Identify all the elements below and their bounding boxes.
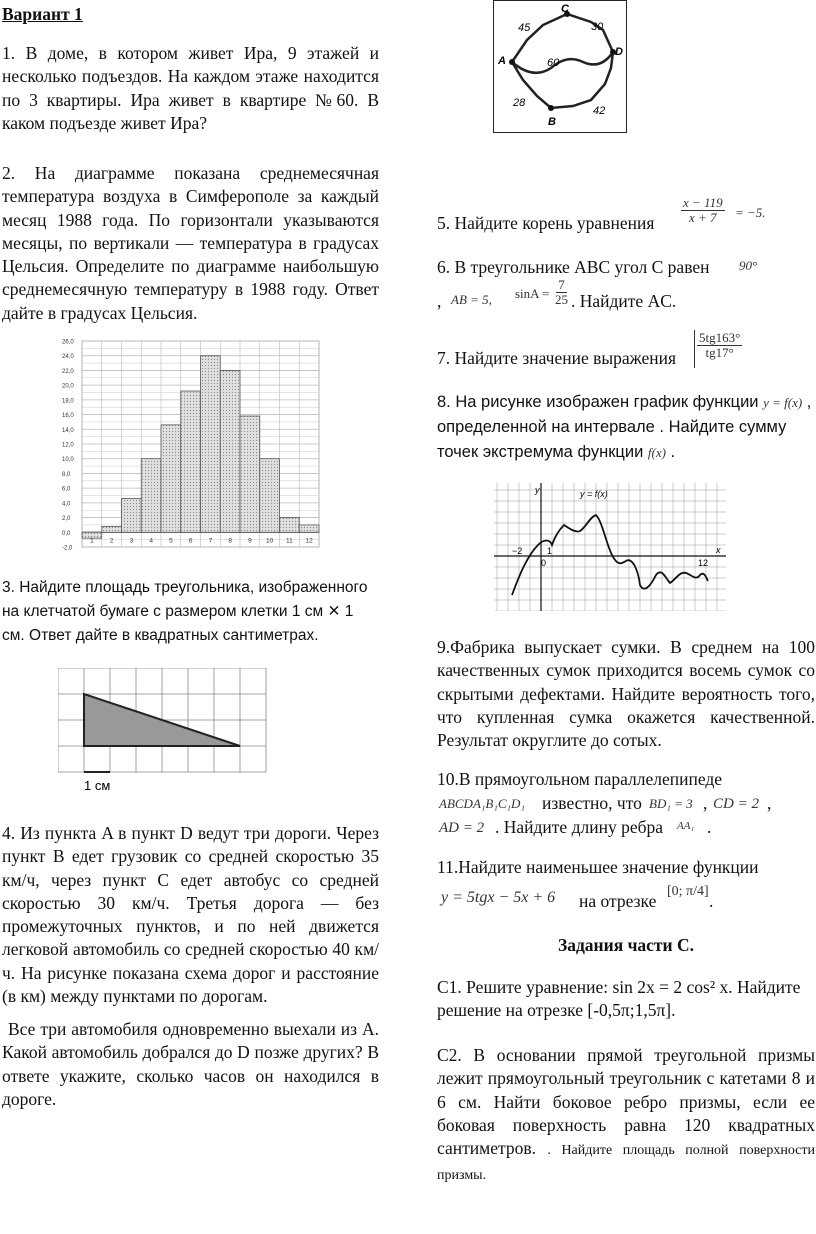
task-8: 8. На рисунке изображен график функции y = f(x) , определенной на интервале . Найдите сумму точек экстремума функции f(x) .	[437, 393, 812, 461]
x-tick-label: 3	[129, 537, 134, 545]
task-10: 10.В прямоугольном параллелепипеде ABCDA₁B₁C₁D₁ известно, что BD₁ = 3 , CD = 2 , AD = 2 . Найдите длину ребра AA₁ .	[437, 768, 815, 838]
distance-ac: 45	[518, 22, 531, 34]
task-2: 2. На диаграмме показана среднемесячная температура воздуха в Симферополе за каждый месяц 1988 года. По горизонтали указываются месяцы, по вертикали — температура в градусах Цельсия. Определите по диаграмме наибольшую среднемесячную температуру в 1988 году. Ответ дайте в градусах Цельсия.	[2, 163, 379, 323]
y-tick-label: 16,0	[62, 413, 74, 420]
bar-3	[122, 498, 142, 532]
y-tick-label: 26,0	[62, 339, 74, 346]
distance-ab: 28	[513, 97, 526, 109]
bar-12	[299, 525, 319, 532]
function-graph	[494, 483, 726, 611]
task-1: 1. В доме, в котором живет Ира, 9 этажей и несколько подъездов. На каждом этаже находится по 3 квартиры. Ира живет в квартире №60. В каком подъезде живет Ира?	[2, 43, 379, 133]
task-5-rhs: = −5.	[735, 205, 766, 220]
temperature-chart	[60, 337, 322, 553]
y-tick-label: 18,0	[62, 398, 74, 405]
point-a-label: A	[498, 55, 506, 67]
task-11-text-a: 11.Найдите наименьшее значение функции	[437, 857, 759, 877]
y-tick-label: -2,0	[62, 545, 73, 552]
task-6-ab: AB = 5,	[451, 292, 492, 307]
point-c-label: C	[561, 3, 569, 15]
x-tick-label: 5	[169, 537, 173, 545]
x-axis-label: x	[716, 545, 721, 555]
triangle-grid-figure	[58, 668, 270, 794]
graph-title: y = f(x)	[580, 489, 608, 499]
bar-4	[141, 459, 161, 533]
x-tick-label: 4	[149, 537, 153, 545]
task-7	[437, 330, 807, 370]
tick-12: 12	[698, 558, 709, 568]
task-10-aa1: AA₁	[677, 820, 695, 832]
y-tick-label: 20,0	[62, 383, 74, 390]
graph-grid	[494, 483, 726, 611]
distance-cd: 30	[591, 21, 604, 33]
x-tick-label: 6	[188, 537, 193, 545]
task-10-prism: ABCDA₁B₁C₁D₁	[439, 796, 525, 811]
task-11-interval: [0; π/4]	[667, 884, 709, 899]
bar-10	[260, 459, 280, 533]
y-axis-label: y	[535, 485, 540, 495]
bar-6	[181, 391, 201, 532]
y-tick-label: 14,0	[62, 427, 74, 434]
y-tick-label: 22,0	[62, 368, 74, 375]
task-6-comma: ,	[437, 291, 442, 311]
bar-9	[240, 416, 260, 532]
point-d-label: D	[615, 46, 623, 58]
x-tick-label: 1	[90, 537, 94, 545]
variant-title: Вариант 1	[2, 4, 83, 24]
x-tick-label: 12	[305, 537, 313, 545]
bar-5	[161, 425, 181, 532]
bar-8	[220, 370, 240, 532]
task-7-fraction: $\frac{5tg163^\circ}{tg17^\circ}$	[699, 330, 741, 360]
point-b-label: B	[548, 116, 556, 128]
task-9: 9.Фабрика выпускает сумки. В среднем на 100 качественных сумок приходится восемь сумок со скрытыми дефектами. Найдите вероятность того, что купленная сумка окажется качественной. Результат округлите до сотых.	[437, 637, 815, 751]
x-tick-label: 10	[266, 537, 274, 545]
task-10-text-c: . Найдите длину ребра	[495, 817, 664, 837]
bar-2	[102, 526, 122, 532]
scale-label: 1 см	[84, 778, 111, 793]
x-tick-label: 7	[208, 537, 213, 545]
tick-0: 0	[541, 558, 547, 568]
distance-ad: 60	[547, 57, 560, 69]
task-10-ad: AD = 2	[439, 820, 485, 836]
task-6	[437, 252, 807, 310]
task-c1: С1. Решите уравнение: sin 2x = 2 cos² x. Найдите решение на отрезке [-0,5π;1,5π].	[437, 977, 801, 1021]
task-10-text-a: 10.В прямоугольном параллелепипеде	[437, 769, 723, 789]
task-4-part-b: Все три автомобиля одновременно выехали из A. Какой автомобиль добрался до D позже других? В ответе укажите, сколько часов он находился в дороге.	[2, 1019, 379, 1109]
y-tick-label: 12,0	[62, 442, 74, 449]
roads-diagram	[493, 0, 627, 133]
chart-y-ticks	[62, 340, 74, 552]
x-tick-label: 2	[109, 537, 114, 545]
task-6-fraction: $\frac{7}{25}$	[555, 277, 568, 307]
tick-1: 1	[547, 546, 553, 556]
task-6-angle: 90°	[739, 258, 758, 273]
task-11-text-b: на отрезке	[579, 891, 657, 911]
part-c-title: Задания части С.	[557, 935, 695, 955]
bar-11	[280, 518, 300, 533]
distance-bd: 42	[593, 105, 606, 117]
task-5	[437, 196, 807, 236]
y-tick-label: 24,0	[62, 354, 74, 361]
task-6-sin: sinA =	[515, 286, 550, 301]
y-tick-label: 0,0	[62, 530, 71, 537]
task-3: 3. Найдите площадь треугольника, изображенного на клетчатой бумаге с размером клетки 1 см ✕ 1 см. Ответ дайте в квадратных сантиметрах.	[2, 579, 368, 644]
task-10-bd1: BD₁ = 3	[649, 796, 693, 811]
x-tick-label: 8	[228, 537, 232, 545]
task-10-cd: CD = 2	[713, 796, 759, 812]
task-4-part-a: 4. Из пункта A в пункт D ведут три дороги. Через пункт B едет грузовик со средней скоростью 35 км/ч, через пункт C едет автобус со средней скоростью 30 км/ч. Третья дорога — без промежуточных пунктов, и по ней движется легковой автомобиль со средней скоростью 40 км/ч. На рисунке показана схема дорог и расстояние (в км) между пунктами по дорогам.	[2, 823, 379, 1007]
tick-minus-2: −2	[512, 546, 523, 556]
task-5-fraction: $\frac{x - 119}{x + 7}$	[683, 195, 723, 225]
y-tick-label: 10,0	[62, 457, 74, 464]
bar-7	[201, 356, 221, 533]
task-c2: С2. В основании прямой треугольной призмы лежит прямоугольный треугольник с катетами 8 и 6 см. Найти боковое ребро призмы, если ее боковая поверхность равна 120 квадратных сантиметров. . Найдите площадь полной поверхности призмы.	[437, 1045, 815, 1184]
x-tick-label: 11	[286, 537, 293, 545]
y-tick-label: 4,0	[62, 501, 71, 508]
task-5-text: 5. Найдите корень уравнения	[437, 213, 655, 233]
task-10-text-b: известно, что	[542, 793, 642, 813]
task-11-function: y = 5tgx − 5x + 6	[441, 889, 556, 906]
task-7-text: 7. Найдите значение выражения	[437, 348, 677, 368]
task-11: 11.Найдите наименьшее значение функции y = 5tgx − 5x + 6 на отрезке [0; π/4] .	[437, 856, 815, 916]
y-tick-label: 8,0	[62, 471, 71, 478]
x-tick-label: 9	[248, 537, 252, 545]
y-tick-label: 2,0	[62, 516, 71, 523]
task-6-tail: . Найдите AC.	[571, 291, 677, 311]
y-tick-label: 6,0	[62, 486, 71, 493]
task-6-line1: 6. В треугольнике ABC угол C равен	[437, 257, 710, 277]
